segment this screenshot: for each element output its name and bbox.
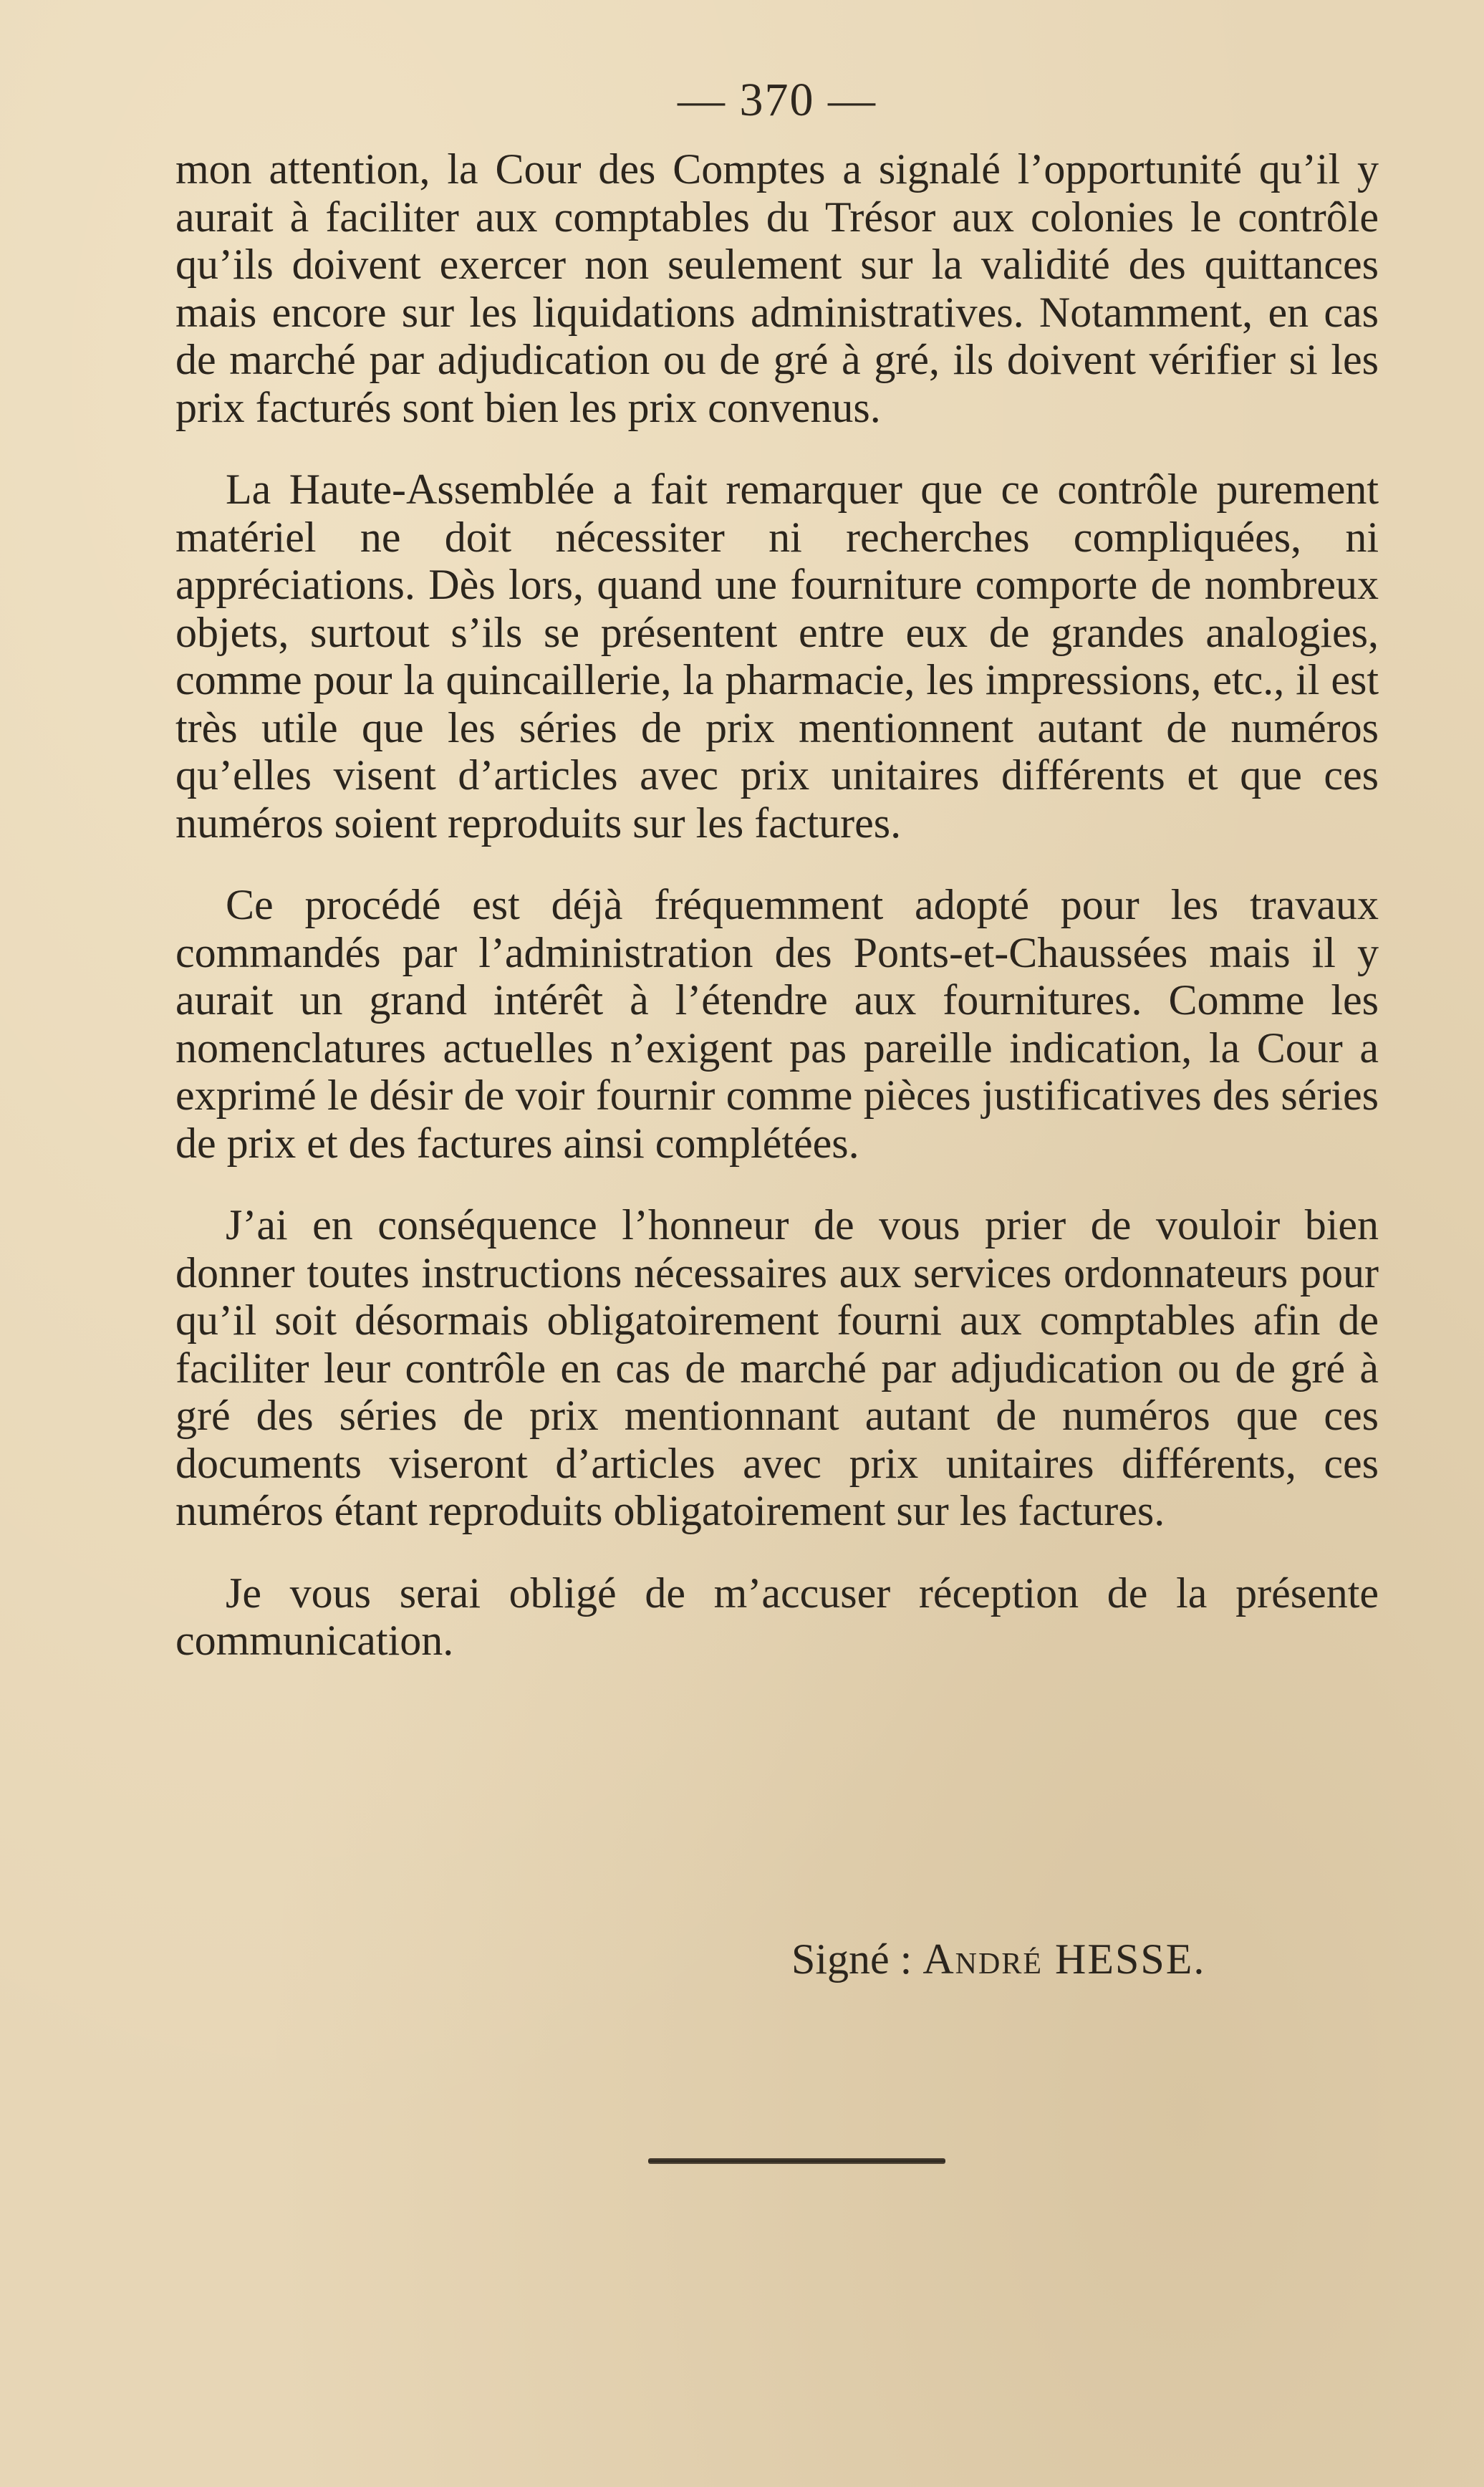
paragraph-3: Ce procédé est déjà fréquemment adopté pour les travaux commandés par l’administration des Ponts-et-Chaussées mais il y aurait un grand intérêt à l’étendre aux fournitures. Comme les nomenclatures actuelles n’exigent pas pareille indication, la Cour a exprimé le désir de voir fournir comme pièces justificatives des séries de prix et des factures ainsi complétées. <box>175 881 1379 1167</box>
paragraph-2: La Haute-Assemblée a fait remarquer que ce contrôle purement matériel ne doit nécessiter ni recherches compliquées, ni appréciations. Dès lors, quand une fourniture comporte de nombreux objets, surtout s’ils se présentent entre eux de grandes analogies, comme pour la quincaillerie, la pharmacie, les impressions, etc., il est très utile que les séries de prix mentionnent autant de numéros qu’elles visent d’articles avec prix unitaires différents et que ces numéros soient reproduits sur les factures. <box>175 466 1379 847</box>
signature <box>791 1934 1205 1984</box>
page-number: — 370 — <box>678 74 877 126</box>
paragraph-4: J’ai en conséquence l’honneur de vous prier de vouloir bien donner toutes instructions nécessaires aux services ordonnateurs pour qu’il soit désormais obligatoirement fourni aux comptables afin de faciliter leur contrôle en cas de marché par adjudication ou de gré à gré des séries de prix mentionnant autant de numéros que ces documents viseront d’articles avec prix unitaires différents, ces numéros étant reproduits obligatoirement sur les factures. <box>175 1201 1379 1534</box>
signature-name: André HESSE. <box>922 1935 1206 1983</box>
closing-rule <box>648 2158 945 2164</box>
paragraph-5: Je vous serai obligé de m’accuser réception de la présente communication. <box>175 1569 1379 1664</box>
paragraph-1: mon attention, la Cour des Comptes a signalé l’opportunité qu’il y aurait à faciliter aux comptables du Trésor aux colonies le contrôle qu’ils doivent exercer non seulement sur la validité des quittances mais encore sur les liquidations administratives. Notamment, en cas de marché par adjudication ou de gré à gré, ils doivent vérifier si les prix facturés sont bien les prix convenus. <box>175 145 1379 431</box>
document-page <box>175 68 1379 1665</box>
signature-label: Signé : <box>791 1935 912 1983</box>
